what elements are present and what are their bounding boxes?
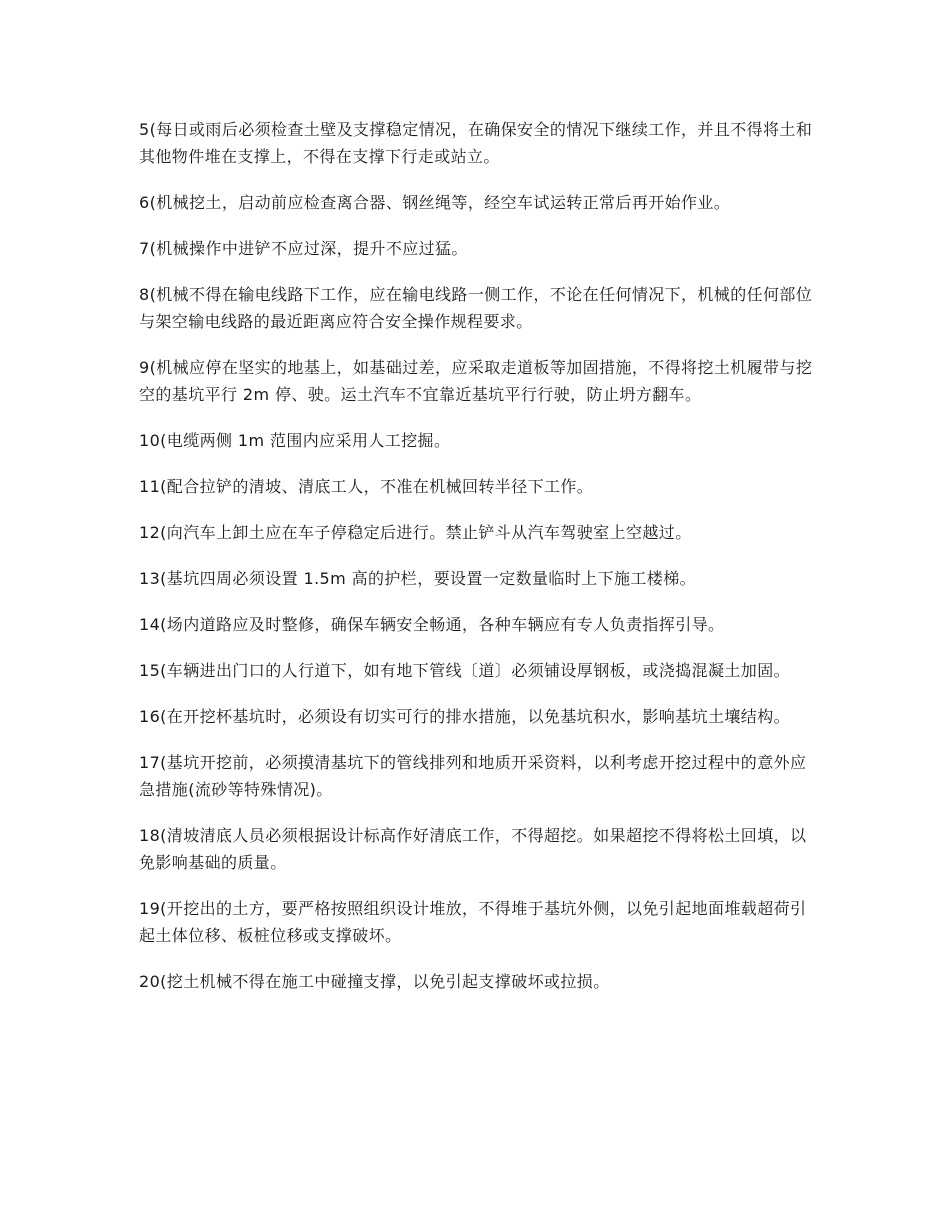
paragraph-item-5: 5(每日或雨后必须检查土壁及支撑稳定情况，在确保安全的情况下继续工作，并且不得将土和其他物件堆在支撑上，不得在支撑下行走或站立。: [139, 120, 813, 166]
paragraph-item-18: 18(清坡清底人员必须根据设计标高作好清底工作，不得超挖。如果超挖不得将松土回填，以免影响基础的质量。: [139, 826, 807, 872]
paragraph-item-7: 7(机械操作中进铲不应过深，提升不应过猛。: [139, 239, 468, 258]
paragraph-item-19: 19(开挖出的土方，要严格按照组织设计堆放，不得堆于基坑外侧，以免引起地面堆载超荷引起土体位移、板桩位移或支撑破坏。: [139, 899, 807, 945]
paragraph-item-10: 10(电缆两侧 1m 范围内应采用人工挖掘。: [139, 431, 451, 450]
paragraph-item-6: 6(机械挖土，启动前应检查离合器、钢丝绳等，经空车试运转正常后再开始作业。: [139, 193, 731, 212]
paragraph-item-16: 16(在开挖杯基坑时，必须设有切实可行的排水措施，以免基坑积水，影响基坑土壤结构。: [139, 707, 791, 726]
paragraph-item-8: 8(机械不得在输电线路下工作，应在输电线路一侧工作，不论在任何情况下，机械的任何部位与架空输电线路的最近距离应符合安全操作规程要求。: [139, 285, 813, 331]
paragraph-item-14: 14(场内道路应及时整修，确保车辆安全畅通，各种车辆应有专人负责指挥引导。: [139, 615, 725, 634]
paragraph-item-17: 17(基坑开挖前，必须摸清基坑下的管线排列和地质开采资料，以利考虑开挖过程中的意外应急措施(流砂等特殊情况)。: [139, 753, 807, 799]
paragraph-item-11: 11(配合拉铲的清坡、清底工人，不准在机械回转半径下工作。: [139, 477, 594, 496]
paragraph-item-9: 9(机械应停在坚实的地基上，如基础过差，应采取走道板等加固措施，不得将挖土机履带与挖空的基坑平行 2m 停、驶。运土汽车不宜靠近基坑平行行驶，防止坍方翻车。: [139, 358, 813, 404]
paragraph-item-13: 13(基坑四周必须设置 1.5m 高的护栏，要设置一定数量临时上下施工楼梯。: [139, 569, 697, 588]
paragraph-item-15: 15(车辆进出门口的人行道下，如有地下管线〔道〕必须铺设厚钢板，或浇捣混凝土加固。: [139, 661, 791, 680]
paragraph-item-12: 12(向汽车上卸土应在车子停稳定后进行。禁止铲斗从汽车驾驶室上空越过。: [139, 523, 692, 542]
paragraph-item-20: 20(挖土机械不得在施工中碰撞支撑，以免引起支撑破坏或拉损。: [139, 972, 610, 991]
